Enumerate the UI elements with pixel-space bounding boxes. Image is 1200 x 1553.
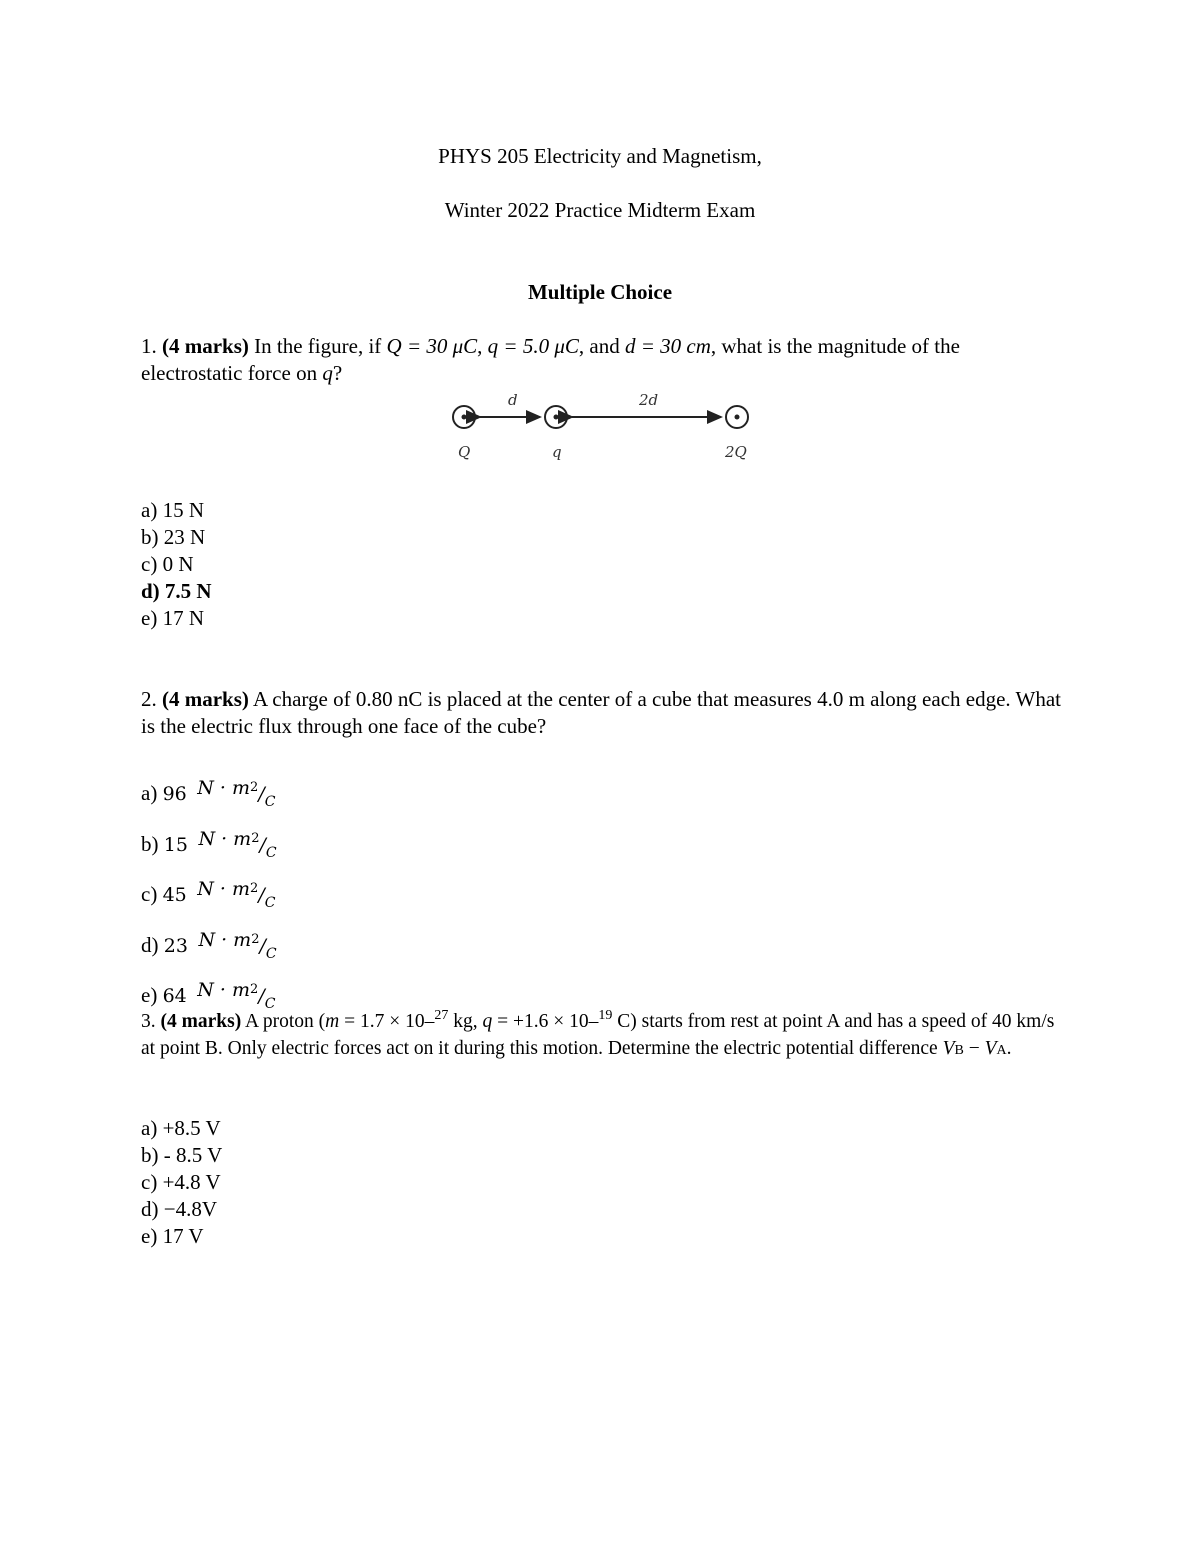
option[interactable]: c) +4.8 V xyxy=(141,1170,221,1194)
exam-title: Winter 2022 Practice Midterm Exam xyxy=(444,198,756,222)
option-letter: e) xyxy=(141,983,163,1007)
option-letter: a) xyxy=(141,781,163,805)
q-value: q = 5.0 μC xyxy=(487,334,579,358)
exponent: 27 xyxy=(434,1008,449,1023)
unit-den: C xyxy=(265,945,277,962)
question-3 xyxy=(141,1002,1061,1064)
unit-num: N · m xyxy=(197,878,251,900)
option[interactable] xyxy=(141,770,277,821)
label-2d: 2d xyxy=(639,391,659,409)
option[interactable]: b) - 8.5 V xyxy=(141,1143,223,1167)
option-value: 15 xyxy=(163,833,188,856)
option-value: 64 xyxy=(162,985,187,1007)
question-mark: ? xyxy=(332,361,343,385)
question-2-options xyxy=(141,770,277,1023)
question-marks: (4 marks) xyxy=(162,687,249,711)
subscript: A xyxy=(996,1043,1007,1058)
unit-den: C xyxy=(265,844,277,861)
q-variable: q xyxy=(322,361,333,385)
option[interactable] xyxy=(141,871,277,922)
unit-den: C xyxy=(264,895,276,911)
subscript: B xyxy=(954,1043,964,1058)
option-value: 96 xyxy=(162,783,187,805)
option[interactable] xyxy=(141,922,277,973)
question-number: 2. xyxy=(141,687,157,711)
question-number: 3. xyxy=(141,1011,156,1032)
unit-num: N · m xyxy=(197,979,251,1001)
flux-unit: $N \cdot m^2/_C$ xyxy=(198,928,277,962)
question-text: A charge of 0.80 nC is placed at the center of a cube that measures 4.0 m along each edge. What is the electric flux through one face of the cube? xyxy=(141,687,1062,738)
option[interactable]: a) 15 N xyxy=(141,498,204,522)
question-marks: (4 marks) xyxy=(162,334,249,358)
question-number: 1. xyxy=(141,334,157,358)
exponent: 19 xyxy=(598,1008,613,1023)
option[interactable]: b) 23 N xyxy=(141,525,206,549)
option[interactable]: e) 17 N xyxy=(141,606,204,630)
option-value: 23 xyxy=(163,934,188,957)
unit-exp: 2 xyxy=(250,881,259,896)
question-text: , what is the magnitude of the electrostatic force on xyxy=(141,334,960,385)
flux-unit: $N \cdot m^2/_C$ xyxy=(198,827,277,861)
question-text: In the figure, if xyxy=(248,334,387,358)
Q-value: Q = 30 μC xyxy=(386,334,478,358)
unit-exp: 2 xyxy=(251,830,260,846)
option-letter: d) xyxy=(141,932,164,957)
option-value: 45 xyxy=(162,884,187,906)
unit-exp: 2 xyxy=(250,780,259,795)
unit-num: N · m xyxy=(198,827,252,850)
label-q: q xyxy=(552,443,562,461)
unit-den: C xyxy=(264,794,276,810)
option-correct[interactable]: d) 7.5 N xyxy=(141,579,212,603)
question-1 xyxy=(141,333,1061,387)
flux-unit: $N \cdot m^2/_C$ xyxy=(197,878,276,911)
section-title: Multiple Choice xyxy=(527,280,673,304)
flux-unit: $N \cdot m^2/_C$ xyxy=(197,979,276,1012)
flux-unit: $N \cdot m^2/_C$ xyxy=(197,777,276,810)
mass-variable: m xyxy=(325,1011,340,1032)
question-1-options xyxy=(141,497,212,632)
unit-exp: 2 xyxy=(250,982,259,997)
question-marks: (4 marks) xyxy=(160,1011,242,1032)
label-2Q: 2Q xyxy=(725,443,747,461)
separator: , xyxy=(477,334,488,358)
question-2 xyxy=(141,686,1061,740)
question-text: C) starts from rest at point A and has a speed of 40 km/s at point B. Only electric forces act on it during this motion. Determine the electric potential difference xyxy=(141,1011,1055,1059)
charge-variable: q xyxy=(482,1011,493,1032)
unit-num: N · m xyxy=(197,777,251,799)
course-title: PHYS 205 Electricity and Magnetism, xyxy=(438,144,762,168)
unit-num: N · m xyxy=(198,928,252,951)
minus-sign: − xyxy=(963,1038,985,1059)
option[interactable]: c) 0 N xyxy=(141,552,194,576)
charges-figure xyxy=(440,385,770,465)
unit-den: C xyxy=(264,996,276,1012)
question-text: kg, xyxy=(448,1011,483,1032)
label-Q: Q xyxy=(458,443,471,461)
separator: , and xyxy=(578,334,625,358)
label-d: d xyxy=(508,391,518,409)
period: . xyxy=(1006,1038,1012,1059)
option[interactable]: a) +8.5 V xyxy=(141,1116,221,1140)
option[interactable]: e) 17 V xyxy=(141,1224,204,1248)
potential-variable: V xyxy=(942,1038,955,1059)
option-letter: b) xyxy=(141,831,164,856)
question-text: A proton ( xyxy=(241,1011,326,1032)
potential-variable: V xyxy=(984,1038,997,1059)
unit-exp: 2 xyxy=(251,931,260,947)
question-text: = +1.6 × 10– xyxy=(492,1011,599,1032)
question-3-options xyxy=(141,1115,222,1250)
option-letter: c) xyxy=(141,882,163,906)
option[interactable] xyxy=(141,821,277,872)
question-text: = 1.7 × 10– xyxy=(339,1011,435,1032)
option[interactable]: d) −4.8V xyxy=(141,1197,218,1221)
d-value: d = 30 cm xyxy=(624,334,711,358)
